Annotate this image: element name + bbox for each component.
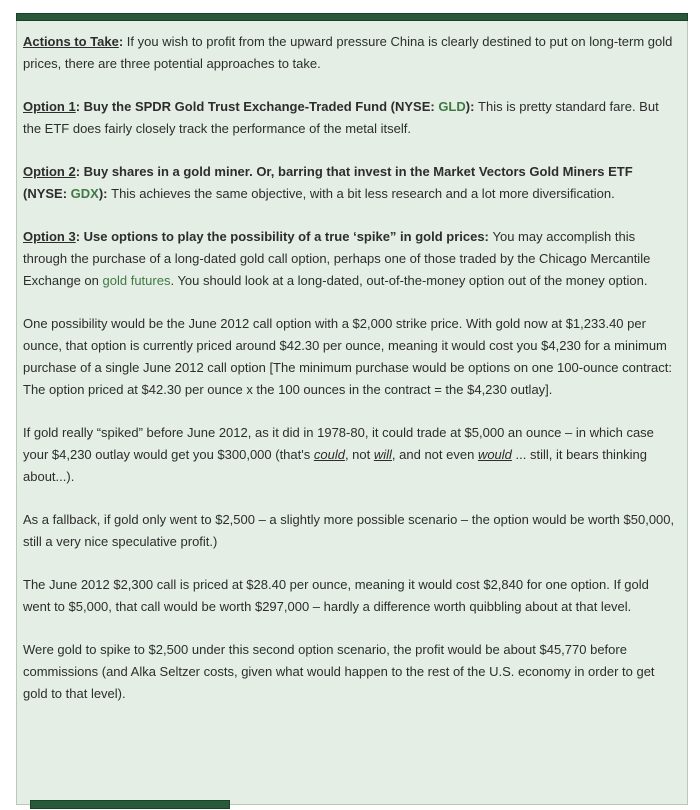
text-segment: ... still, it bears thinking about...). xyxy=(23,447,648,484)
text-segment: . You should look at a long-dated, out-of-the-money option out of the money option. xyxy=(170,273,648,288)
text-segment: Option 2 xyxy=(23,164,76,179)
text-segment: Were gold to spike to $2,500 under this second option scenario, the profit would be about $45,770 before commissions (and Alka Seltzer costs, given what would happen to the rest of the U.S. economy in order to get gold to that level). xyxy=(23,642,655,701)
paragraph xyxy=(23,96,675,140)
text-segment: The June 2012 $2,300 call is priced at $28.40 per ounce, meaning it would cost $2,840 for one option. If gold went to $5,000, that call would be worth $297,000 – hardly a difference worth quibbling about at that level. xyxy=(23,577,649,614)
article-body xyxy=(16,21,688,805)
text-segment: : Buy the SPDR Gold Trust Exchange-Traded Fund (NYSE: xyxy=(75,99,439,114)
text-segment: If gold really “spiked” before June 2012, as it did in 1978-80, it could trade at $5,000 an ounce – in which case your $4,230 outlay would get you $300,000 (that's xyxy=(23,425,654,462)
text-segment: You may accomplish this through the purchase of a long-dated gold call option, perhaps one of those traded by the Chicago Mercantile Exchange on xyxy=(23,229,651,288)
text-segment: could xyxy=(313,447,345,462)
text-segment: Option 3 xyxy=(23,229,76,244)
inline-link[interactable]: GLD xyxy=(438,99,466,114)
paragraph xyxy=(23,161,675,205)
paragraph xyxy=(23,226,675,292)
text-segment: will xyxy=(373,447,392,462)
paragraph xyxy=(23,639,675,705)
text-segment: : Buy shares in a gold miner. Or, barring that invest in the Market Vectors Gold Miners ETF (NYSE: xyxy=(23,164,633,201)
paragraph xyxy=(23,313,675,401)
text-segment: If you wish to profit from the upward pressure China is clearly destined to put on long-term gold prices, there are three potential approaches to take. xyxy=(23,34,673,71)
text-segment: Actions to Take xyxy=(23,34,119,49)
text-segment: This is pretty standard fare. But the ETF does fairly closely track the performance of the metal itself. xyxy=(23,99,659,136)
text-segment: One possibility would be the June 2012 call option with a $2,000 strike price. With gold now at $1,233.40 per ounce, that option is currently priced around $42.30 per ounce, meaning it would cost you $4,230 for a minimum purchase of a single June 2012 call option [The minimum purchase would be options on one 100-ounce contract: The option priced at $42.30 per ounce x the 100 ounces in the contract = the $4,230 outlay]. xyxy=(23,316,672,397)
paragraph xyxy=(23,574,675,618)
text-segment: , and not even xyxy=(391,447,478,462)
text-segment: ): xyxy=(98,186,112,201)
text-segment: : xyxy=(118,34,127,49)
text-segment: Option 1 xyxy=(23,99,76,114)
inline-link[interactable]: GDX xyxy=(70,186,99,201)
text-segment: would xyxy=(477,447,512,462)
text-segment: This achieves the same objective, with a bit less research and a lot more diversification. xyxy=(111,186,615,201)
text-segment: , not xyxy=(344,447,374,462)
text-segment: ): xyxy=(465,99,479,114)
section-divider-bar-bottom xyxy=(30,800,230,809)
content-column xyxy=(16,13,688,805)
text-segment: : Use options to play the possibility of a true ‘spike” in gold prices: xyxy=(75,229,493,244)
inline-link[interactable]: gold futures xyxy=(102,273,171,288)
text-segment: As a fallback, if gold only went to $2,500 – a slightly more possible scenario – the option would be worth $50,000, still a very nice speculative profit.) xyxy=(23,512,675,549)
paragraph xyxy=(23,422,675,488)
section-divider-bar-top xyxy=(16,13,688,21)
paragraph xyxy=(23,31,675,75)
paragraph xyxy=(23,509,675,553)
